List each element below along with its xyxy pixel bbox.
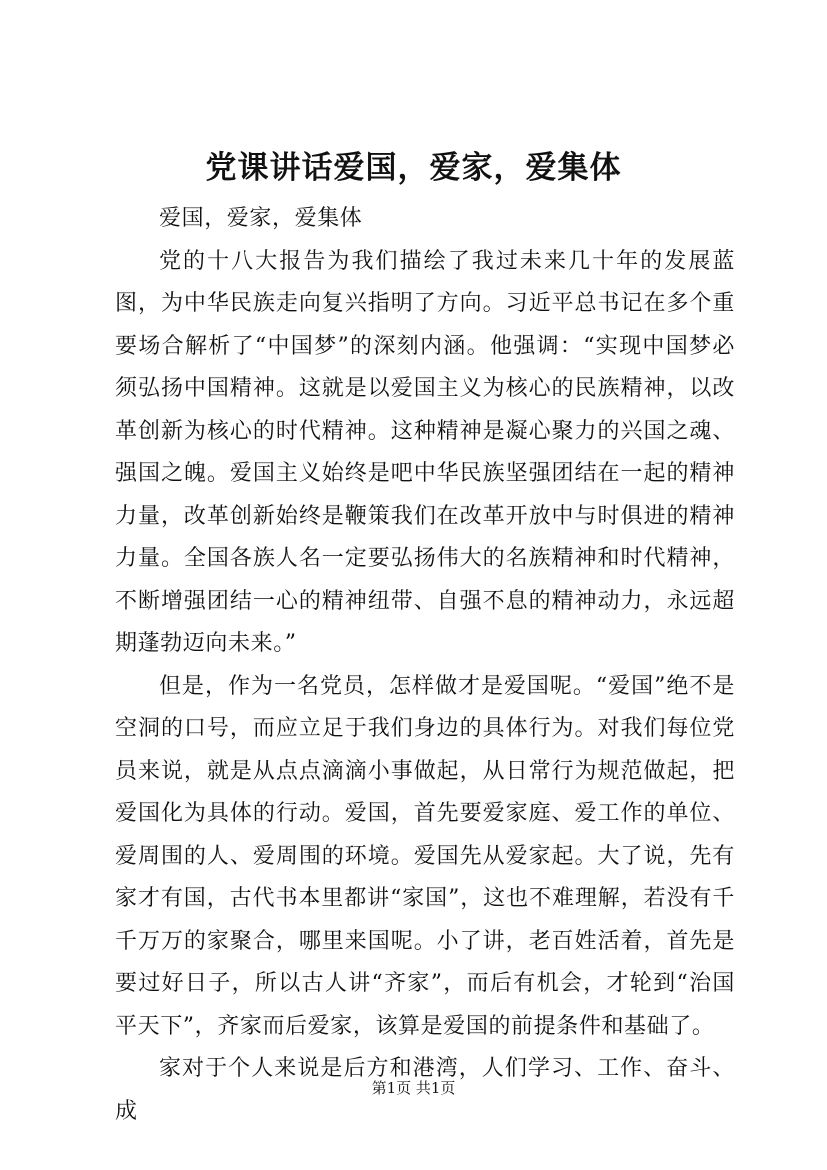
document-body <box>115 198 735 1133</box>
body-paragraph-3: 家对于个人来说是后方和港湾，人们学习、工作、奋斗、成 <box>115 1056 735 1124</box>
document-title: 党课讲话爱国，爱家，爱集体 <box>205 150 622 186</box>
body-paragraph-1: 党的十八大报告为我们描绘了我过未来几十年的发展蓝图，为中华民族走向复兴指明了方向。习近平总书记在多个重要场合解析了“中国梦”的深刻内涵。他强调：“实现中国梦必须弘扬中国精神。这就是以爱国主义为核心的民族精神，以改革创新为核心的时代精神。这种精神是凝心聚力的兴国之魂、强国之魄。爱国主义始终是吧中华民族坚强团结在一起的精神力量，改革创新始终是鞭策我们在改革开放中与时俱进的精神力量。全国各族人名一定要弘扬伟大的名族精神和时代精神，不断增强团结一心的精神纽带、自强不息的精神动力，永远超期蓬勃迈向未来。” <box>115 248 735 656</box>
body-paragraph-2: 但是，作为一名党员，怎样做才是爱国呢。“爱国”绝不是空洞的口号，而应立足于我们身边的具体行为。对我们每位党员来说，就是从点点滴滴小事做起，从日常行为规范做起，把爱国化为具体的行动。爱国，首先要爱家庭、爱工作的单位、爱周围的人、爱周围的环境。爱国先从爱家起。大了说，先有家才有国，古代书本里都讲“家国”，这也不难理解，若没有千千万万的家聚合，哪里来国呢。小了讲，老百姓活着，首先是要过好日子，所以古人讲“齐家”，而后有机会，才轮到“治国平天下”，齐家而后爱家，该算是爱国的前提条件和基础了。 <box>115 673 735 1039</box>
page-number-footer: 第1页 共1页 <box>371 1079 456 1097</box>
subtitle-paragraph: 爱国，爱家，爱集体 <box>159 206 363 231</box>
